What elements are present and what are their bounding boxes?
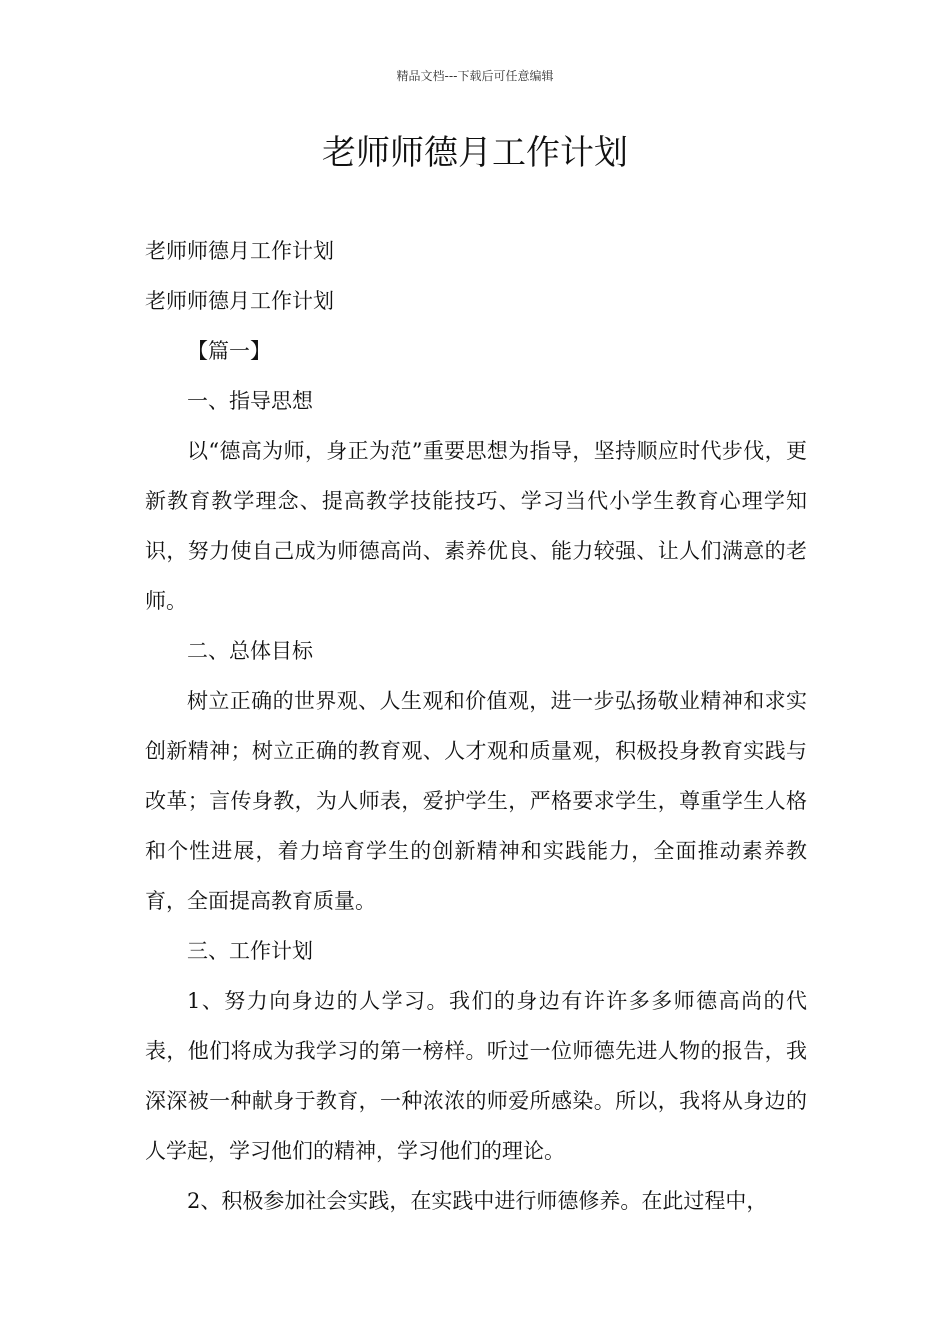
- heading-overall-goal: 二、总体目标: [187, 639, 313, 663]
- paragraph-overall-goal: 树立正确的世界观、人生观和价值观，进一步弘扬敬业精神和求实创新精神；树立正确的教育观、人才观和质量观，积极投身教育实践与改革；言传身教，为人师表，爱护学生，严格要求学生，尊重学生人格和个性进展，着力培育学生的创新精神和实践能力，全面推动素养教育，全面提高教育质量。: [145, 689, 807, 913]
- section-label: 【篇一】: [187, 339, 271, 363]
- subtitle-line-1: 老师师德月工作计划: [145, 239, 334, 263]
- heading-guiding-thought: 一、指导思想: [187, 389, 313, 413]
- paragraph-plan-item-2: 2、积极参加社会实践，在实践中进行师德修养。在此过程中，: [187, 1189, 768, 1213]
- heading-work-plan: 三、工作计划: [187, 939, 313, 963]
- header-note: 精品文档---下载后可任意编辑: [396, 69, 554, 83]
- subtitle-line-2: 老师师德月工作计划: [145, 289, 334, 313]
- paragraph-guiding-thought: 以“德高为师，身正为范”重要思想为指导，坚持顺应时代步伐，更新教育教学理念、提高教学技能技巧、学习当代小学生教育心理学知识，努力使自己成为师德高尚、素养优良、能力较强、让人们满意的老师。: [145, 439, 807, 613]
- document-body: [145, 226, 807, 1226]
- paragraph-plan-item-1: 1、努力向身边的人学习。我们的身边有许许多多师德高尚的代表，他们将成为我学习的第一榜样。听过一位师德先进人物的报告，我深深被一种献身于教育，一种浓浓的师爱所感染。所以，我将从身边的人学起，学习他们的精神，学习他们的理论。: [145, 989, 807, 1163]
- document-title: 老师师德月工作计划: [322, 133, 628, 173]
